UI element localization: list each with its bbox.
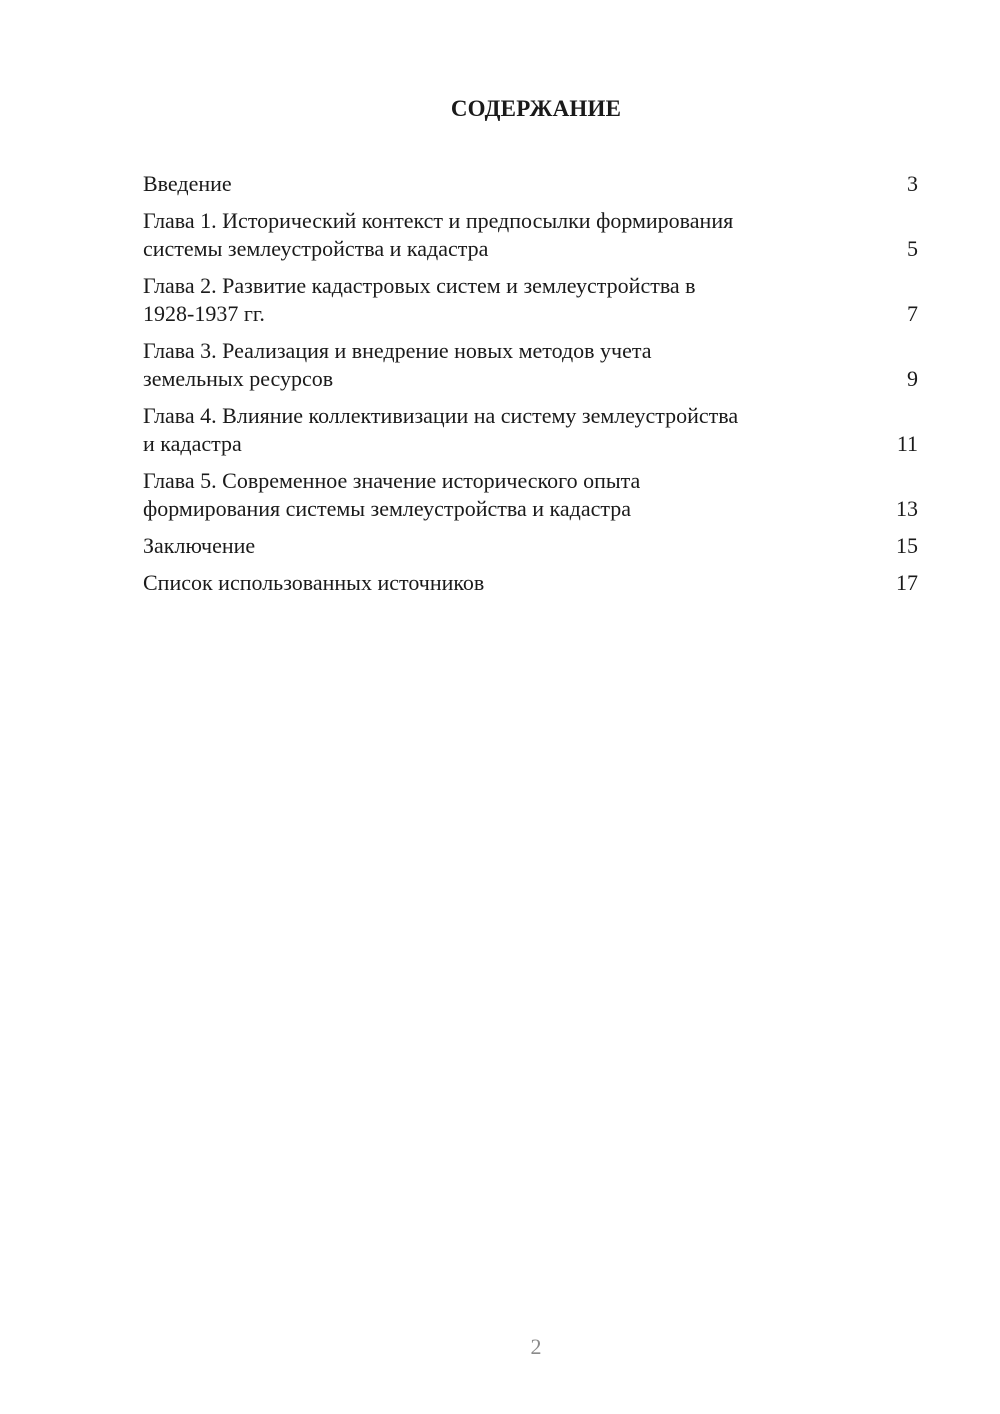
toc-entry-text	[143, 207, 833, 263]
toc-entry-page: 15	[896, 533, 918, 558]
toc-entry-references	[143, 569, 918, 597]
toc-entry-page: 17	[896, 570, 918, 595]
toc-entry-chapter-5	[143, 467, 918, 523]
toc-entry-conclusion	[143, 532, 918, 560]
toc-entry-introduction	[143, 170, 918, 198]
toc-entry-text	[143, 170, 833, 198]
toc-title: СОДЕРЖАНИЕ	[450, 96, 622, 121]
toc-entry-line: формирования системы землеустройства и кадастра	[143, 496, 632, 521]
toc-entry-line: Глава 3. Реализация и внедрение новых методов учета	[143, 338, 652, 363]
toc-entry-page: 7	[907, 301, 918, 326]
toc-entry-chapter-3	[143, 337, 918, 393]
toc-entry-line: и кадастра	[143, 431, 242, 456]
toc-entry-line: Введение	[143, 171, 232, 196]
toc-entry-chapter-4	[143, 402, 918, 458]
page-number: 2	[530, 1334, 542, 1359]
toc-entry-text	[143, 569, 833, 597]
toc-entry-line: Заключение	[143, 533, 256, 558]
toc-entry-line: 1928-1937 гг.	[143, 301, 265, 326]
toc-entry-line: Глава 4. Влияние коллективизации на систему землеустройства	[143, 403, 739, 428]
toc-entry-page: 11	[896, 431, 918, 456]
toc-entry-text	[143, 467, 833, 523]
toc-entry-chapter-2	[143, 272, 918, 328]
toc-entry-line: Глава 2. Развитие кадастровых систем и землеустройства в	[143, 273, 696, 298]
toc-entry-page: 9	[907, 366, 918, 391]
toc-entry-line: земельных ресурсов	[143, 366, 334, 391]
toc-entry-line: Глава 5. Современное значение исторического опыта	[143, 468, 641, 493]
toc-entry-line: Список использованных источников	[143, 570, 485, 595]
toc-entry-page: 13	[896, 496, 918, 521]
toc-entry-chapter-1	[143, 207, 918, 263]
toc-entry-text	[143, 402, 833, 458]
toc-entry-line: системы землеустройства и кадастра	[143, 236, 489, 261]
toc-entry-text	[143, 532, 833, 560]
toc-entry-text	[143, 337, 833, 393]
toc-entry-text	[143, 272, 833, 328]
table-of-contents	[143, 170, 918, 606]
toc-entry-page: 3	[907, 171, 918, 196]
toc-entry-page: 5	[907, 236, 918, 261]
toc-entry-line: Глава 1. Исторический контекст и предпосылки формирования	[143, 208, 734, 233]
